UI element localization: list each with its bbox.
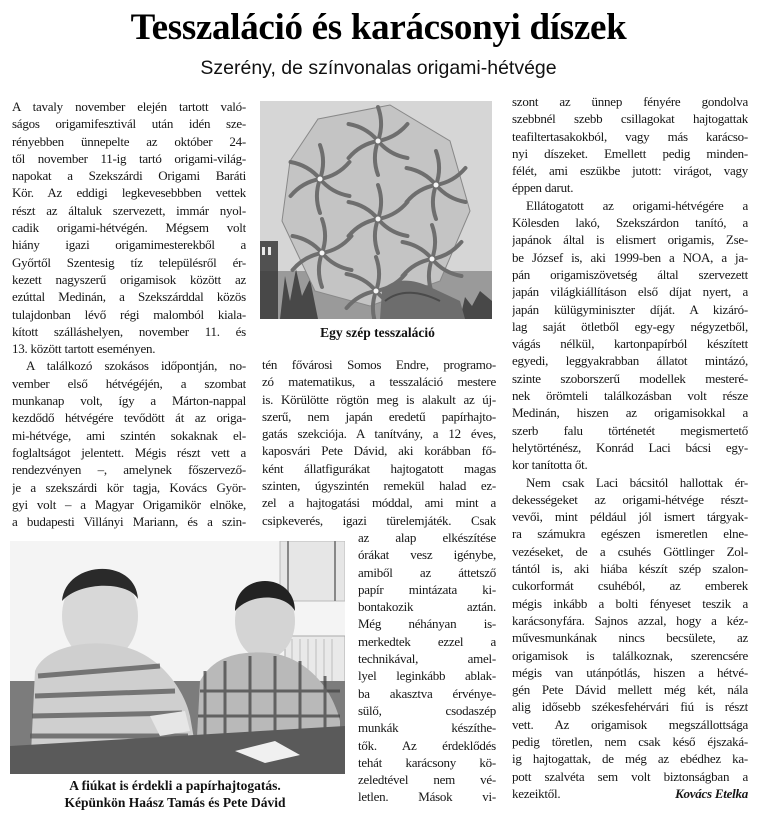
text-line-content: origamisok is találkoznak, szerencsére <box>512 647 748 663</box>
boys-caption-line-2: Képünkön Haász Tamás és Pete Dávid <box>64 795 286 810</box>
text-line-content: 13. között tartott eseményen. <box>12 341 156 357</box>
text-line <box>358 598 496 615</box>
text-line-content: szerb falu történetét megismertető <box>512 422 748 438</box>
text-line <box>512 128 748 145</box>
tessellation-node <box>318 177 323 182</box>
text-line <box>12 461 246 478</box>
text-line <box>512 266 748 283</box>
text-line <box>12 167 246 184</box>
text-line <box>512 629 748 646</box>
text-line-content: szinten, úgyszintén remekül halad ez- <box>262 478 496 494</box>
text-line <box>12 133 246 150</box>
text-line <box>358 719 496 736</box>
text-line-content: Győrtől Szentesig tíz településről ér- <box>12 254 246 270</box>
text-line-content: Medinán, hiszen az origamisokkal a <box>512 405 748 421</box>
text-line <box>512 664 748 681</box>
text-line <box>358 737 496 754</box>
text-line-content: is. Körülötte rögtön meg is alakult az új- <box>262 391 496 407</box>
text-line-content: szont az ünnep fényére gondolva <box>512 94 748 109</box>
text-line-content: amiből az áttetsző <box>358 564 496 580</box>
text-line-content: gyi volt – a Magyar Origamikör elnöke, <box>12 496 246 512</box>
text-line <box>358 615 496 632</box>
text-line-content: gatás szekciója. A tanítvány, a 12 éves, <box>262 426 496 442</box>
text-line <box>12 219 246 236</box>
text-line-content: vezéseket, de a csuhés Göttlinger Zol- <box>512 543 748 559</box>
text-line-content: ezúttal Medinán, a Szekszárddal közös <box>12 289 246 305</box>
text-line <box>358 771 496 788</box>
text-line <box>262 391 496 408</box>
text-line-content: merkedtek ezzel a <box>358 633 496 649</box>
text-line-content: tők. Az érdeklődés <box>358 737 496 753</box>
text-line <box>12 254 246 271</box>
tessellation-image <box>260 101 492 319</box>
text-line-content: rendezvényen –, amelynek főszervező- <box>12 462 246 478</box>
text-line <box>512 474 748 491</box>
text-line <box>512 716 748 733</box>
text-line-content: kaposvári Pete Dávid, aki korábban fő- <box>262 443 496 459</box>
text-line <box>512 768 748 785</box>
tessellation-node <box>374 289 379 294</box>
text-line <box>12 496 246 513</box>
text-line-content: ként állatfigurákat hajtogatott magas <box>262 460 496 476</box>
text-line <box>512 456 748 473</box>
text-line <box>262 477 496 494</box>
tessellation-node <box>320 251 325 256</box>
text-line <box>12 306 246 323</box>
text-line <box>262 356 496 373</box>
text-line <box>12 375 246 392</box>
article-title: Tesszaláció és karácsonyi díszek <box>130 7 627 48</box>
text-line-content: től november 11-ig tartó origami-világ- <box>12 150 246 166</box>
text-line-content: nek örömteli találkozásban volt része <box>512 388 748 404</box>
text-line <box>512 491 748 508</box>
text-line-content: művesmunkának nincs becsülete, az <box>512 630 748 646</box>
text-line-content: ig hajtogattak, de még az ebédhez ka- <box>512 751 748 767</box>
text-line-content: alig idősebb székesfehérvári fiú is részt <box>512 699 748 715</box>
text-line <box>358 685 496 702</box>
text-line <box>358 788 496 805</box>
column-2-wrap <box>358 529 496 806</box>
text-line <box>512 214 748 231</box>
text-line <box>358 529 496 546</box>
text-line <box>262 373 496 390</box>
text-line-content: tehát karácsony kö- <box>358 754 496 770</box>
text-line <box>512 145 748 162</box>
text-line <box>262 512 496 529</box>
text-line <box>512 560 748 577</box>
text-line <box>512 750 748 767</box>
text-line <box>358 667 496 684</box>
text-line-content: pott szalvéta sem volt biztonságban a <box>512 768 748 784</box>
text-line <box>512 422 748 439</box>
text-line <box>512 543 748 560</box>
text-line-content: zel a hajtogatási móddal, ami mint a <box>262 495 496 511</box>
text-line <box>512 647 748 664</box>
text-line-content: japánok által is elismert origamis, Zse- <box>512 232 748 248</box>
text-line-content: japán világkiállításon első díjat nyert, a <box>512 284 748 300</box>
text-line-content: Kölesden lakó, Szekszárdon tanító, a <box>512 215 748 231</box>
text-line-content: je a szekszárdi kör tagja, Kovács Györ- <box>12 479 246 495</box>
text-line-content: ra számukra egészen ismeretlen elne- <box>512 526 748 542</box>
text-line <box>12 150 246 167</box>
text-line-content: munkanap volt, így a Márton-nappal <box>12 393 246 409</box>
text-line <box>358 581 496 598</box>
text-line <box>262 460 496 477</box>
text-line-content: dekességeket az origami-hétvége részt- <box>512 491 748 507</box>
text-line-content: pedig töretlen, nem csak késő éjszaká- <box>512 733 748 749</box>
text-line-content: Nem csak Laci bácsitól hallottak ér- <box>526 474 748 490</box>
text-line-content: részt az általuk szervezett, immár nyol- <box>12 202 246 218</box>
text-line <box>12 323 246 340</box>
text-line <box>512 387 748 404</box>
text-line <box>512 318 748 335</box>
text-line-content: papír mintázata ki- <box>358 581 496 597</box>
text-line-content: helytörténész, Konrád Laci bácsi egy- <box>512 439 748 455</box>
text-line <box>512 231 748 248</box>
text-line <box>12 479 246 496</box>
text-line-content: A találkozó szokásos időpontján, no- <box>26 358 246 374</box>
text-line-content: kezett nagyszerű origamisok között az <box>12 271 246 287</box>
boys-folding-image <box>10 541 345 774</box>
text-line-content: zeledtével nem vé- <box>358 772 496 788</box>
text-line-content: japán külügyminiszter díját. A kizáró- <box>512 301 748 317</box>
text-line <box>512 352 748 369</box>
text-line-content: munkák készíthe- <box>358 720 496 736</box>
text-line-content: szerű, nem japán eredetű papírhajto- <box>262 408 496 424</box>
text-line <box>358 546 496 563</box>
text-line-content: be József is, aki 1999-ben a NOA, a ja- <box>512 249 748 265</box>
text-line-content: Még néhányan is- <box>358 616 496 632</box>
text-line <box>512 698 748 715</box>
text-line <box>12 184 246 201</box>
text-line <box>12 392 246 409</box>
boys-photo <box>10 541 345 774</box>
text-line <box>512 439 748 456</box>
tessellation-node <box>376 139 381 144</box>
tessellation-node <box>434 183 439 188</box>
text-line-content: ságos origamifesztivál után idén sze- <box>12 116 246 132</box>
text-line <box>12 98 246 115</box>
text-line <box>512 508 748 525</box>
text-line <box>512 577 748 594</box>
text-line <box>12 357 246 374</box>
text-line <box>12 271 246 288</box>
text-line <box>512 249 748 266</box>
tessellation-node <box>430 257 435 262</box>
text-line <box>512 162 748 179</box>
text-line <box>12 340 246 357</box>
text-line-content: Ellátogatott az origami-hétvégére a <box>526 197 748 213</box>
text-line-content: a budapesti Villányi Mariann, és a szin- <box>12 514 246 530</box>
text-line <box>358 754 496 771</box>
text-line-content: nyi díszeket. Emellett pedig minden- <box>512 145 748 161</box>
text-line <box>512 197 748 214</box>
text-line-content: zó matematikus, a tesszaláció mestere <box>262 374 496 390</box>
tessellation-photo <box>260 101 492 319</box>
text-line <box>512 370 748 387</box>
text-line <box>12 115 246 132</box>
text-line <box>512 525 748 542</box>
text-line <box>512 301 748 318</box>
text-line-content: kor tanította őt. <box>512 457 588 473</box>
text-line-content: egyedi, leggyakrabban állatot mintázó, <box>512 353 748 369</box>
text-line-content: gén Pete Dávid mellett még két, nála <box>512 682 748 698</box>
text-line-content: bontakozik aztán. <box>358 599 496 615</box>
text-line <box>512 681 748 698</box>
text-line-content: sülő, csodaszép <box>358 702 496 718</box>
column-1 <box>12 98 246 530</box>
text-line-content: tulajdonban lévő régi malomból kiala- <box>12 306 246 322</box>
text-line <box>12 513 246 530</box>
text-line <box>358 702 496 719</box>
text-line <box>12 288 246 305</box>
text-line-content: félét, ami eszükbe jutott: virágot, vagy <box>512 163 748 179</box>
text-line-content: vágás nélkül, kartonpapírból készített <box>512 336 748 352</box>
text-line-content: kított szálláshelyen, november 11. és <box>12 323 246 339</box>
text-line-content: éppen darut. <box>512 180 574 196</box>
text-line-content: lag saját ötletből egy-egy négyzetből, <box>512 318 748 334</box>
text-line-content: rényebben ünnepelte az október 24- <box>12 133 246 149</box>
text-line-content: szinte szoborszerű modellek mesteré- <box>512 370 748 386</box>
boys-caption-line-1: A fiúkat is érdekli a papírhajtogatás. <box>69 778 281 793</box>
text-line <box>262 442 496 459</box>
text-line-content: tántól is, aki hiába készít szép szalon- <box>512 561 748 577</box>
text-line <box>512 179 748 196</box>
text-line-content: szebbnél szebb csillagokat hajtogattak <box>512 111 748 127</box>
text-line-content: foglaltságot jelentett. Mégis részt vett a <box>12 444 246 460</box>
text-line-content: A tavaly november elején tartott való- <box>12 99 246 114</box>
text-line-content: mégis van utánpótlás, hiszen a hétvé- <box>512 664 748 680</box>
article-subtitle: Szerény, de színvonalas origami-hétvége <box>200 57 557 79</box>
tessellation-node <box>376 217 381 222</box>
text-line <box>358 633 496 650</box>
text-line-content: kezdődő hétvégére tevődött át az origa- <box>12 410 246 426</box>
text-line <box>512 733 748 750</box>
text-line-content: technikával, amel- <box>358 651 496 667</box>
text-line <box>262 494 496 511</box>
text-line-content: napokat a Szekszárdi Origami Baráti <box>12 168 246 184</box>
text-line-content: vevői, mint például jól ismert tárgyak- <box>512 509 748 525</box>
text-line-content: vember első hétvégéjén, a szombat <box>12 375 246 391</box>
text-line-content: órákat vesz igénybe, <box>358 547 496 563</box>
text-line-content: mégis inkább a bolti fényeset teszik a <box>512 595 748 611</box>
text-line-content: tén fővárosi Somos Endre, programo- <box>262 357 496 372</box>
text-line-content: cadik origami-hétvégén. Mégsem volt <box>12 220 246 236</box>
text-line-content: mi-hétvége, ami szintén sokaknak el- <box>12 427 246 443</box>
text-line <box>12 444 246 461</box>
text-line <box>358 564 496 581</box>
text-line-content: ba akasztva érvénye- <box>358 685 496 701</box>
text-line <box>512 283 748 300</box>
text-line <box>512 335 748 352</box>
text-line-content: csipkeverés, igazi türelemjáték. Csak <box>262 512 496 528</box>
text-line-content: letlen. Mások vi- <box>358 789 496 805</box>
tessellation-caption: Egy szép tesszaláció <box>320 325 435 340</box>
text-line <box>512 612 748 629</box>
text-line-content: Kör. Az eddigi legkevesebbben vettek <box>12 185 246 201</box>
text-line-content: teafiltertasakokból, vagy más karácso- <box>512 128 748 144</box>
text-line <box>512 595 748 612</box>
text-line-content: cukorformát csuhéból, az emberek <box>512 578 748 594</box>
text-line <box>512 110 748 127</box>
text-line <box>512 404 748 421</box>
text-line <box>358 650 496 667</box>
boys-caption <box>0 777 350 811</box>
text-line-content: lyel leginkább ablak- <box>358 668 496 684</box>
text-line <box>262 425 496 442</box>
text-line-content: kezeiktől. <box>512 785 561 801</box>
column-3 <box>512 93 748 802</box>
text-line <box>512 785 748 802</box>
text-line <box>12 236 246 253</box>
column-2 <box>262 356 496 529</box>
text-line <box>12 427 246 444</box>
text-line-content: az alap elkészítése <box>358 530 496 545</box>
text-line-content: pán origamiszövetség által szervezett <box>512 266 748 282</box>
author-signature: Kovács Etelka <box>675 785 748 801</box>
text-line-content: karácsonyfára. Sajnos azzal, hogy a kéz- <box>512 612 748 628</box>
text-line <box>262 408 496 425</box>
text-line-content: vett. Az origamisok megszállottsága <box>512 716 748 732</box>
text-line <box>12 409 246 426</box>
text-line-content: hiány igazi origamimesterekből a <box>12 237 246 253</box>
text-line <box>512 93 748 110</box>
text-line <box>12 202 246 219</box>
